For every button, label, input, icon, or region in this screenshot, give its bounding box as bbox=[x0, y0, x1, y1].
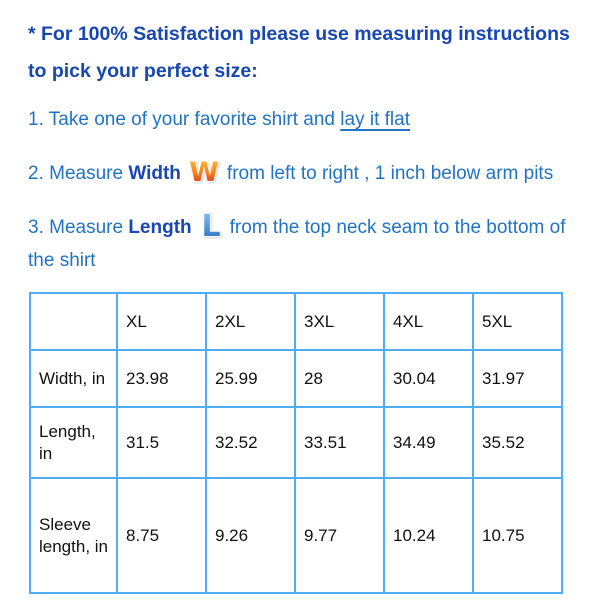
width-bold-label: Width bbox=[128, 163, 181, 184]
step-1-text: 1. Take one of your favorite shirt and bbox=[28, 109, 341, 130]
table-cell: 10.24 bbox=[384, 478, 473, 593]
table-row-width bbox=[30, 350, 562, 407]
table-cell: 8.75 bbox=[117, 478, 206, 593]
table-cell: 30.04 bbox=[384, 350, 473, 407]
length-bold-label: Length bbox=[128, 217, 192, 238]
satisfaction-heading bbox=[28, 16, 586, 90]
instruction-step-1 bbox=[28, 103, 586, 136]
lay-it-flat-underlined-text: lay it flat bbox=[340, 109, 410, 130]
table-cell: 9.26 bbox=[206, 478, 295, 593]
table-header-4xl: 4XL bbox=[384, 293, 473, 350]
table-cell: 31.97 bbox=[473, 350, 562, 407]
table-cell: 32.52 bbox=[206, 407, 295, 478]
table-cell: 23.98 bbox=[117, 350, 206, 407]
table-row-sleeve-length bbox=[30, 478, 562, 593]
heading-line-1: * For 100% Satisfaction please use measuring instructions bbox=[28, 23, 570, 45]
size-table-header-row bbox=[30, 293, 562, 350]
step-3-text: 3. Measure bbox=[28, 217, 129, 238]
w-letter-glyph: W bbox=[189, 157, 219, 188]
l-letter-icon bbox=[199, 205, 223, 243]
row-label-length: Length, in bbox=[30, 407, 117, 478]
table-header-2xl: 2XL bbox=[206, 293, 295, 350]
instruction-step-2 bbox=[28, 151, 586, 190]
table-cell: 9.77 bbox=[295, 478, 384, 593]
size-table bbox=[29, 292, 563, 594]
table-cell: 33.51 bbox=[295, 407, 384, 478]
table-header-3xl: 3XL bbox=[295, 293, 384, 350]
instruction-step-3 bbox=[28, 205, 586, 277]
w-letter-icon bbox=[188, 151, 220, 189]
step-3-text-after-icon: from the top neck seam to the bottom of the shirt bbox=[28, 217, 566, 271]
table-header-5xl: 5XL bbox=[473, 293, 562, 350]
row-label-width: Width, in bbox=[30, 350, 117, 407]
table-cell: 10.75 bbox=[473, 478, 562, 593]
table-cell: 25.99 bbox=[206, 350, 295, 407]
table-cell: 28 bbox=[295, 350, 384, 407]
row-label-sleeve-length: Sleeve length, in bbox=[30, 478, 117, 593]
table-cell: 34.49 bbox=[384, 407, 473, 478]
step-2-text: 2. Measure bbox=[28, 163, 129, 184]
table-row-length bbox=[30, 407, 562, 478]
l-letter-glyph: L bbox=[201, 209, 221, 243]
step-2-text-after-icon: from left to right , 1 inch below arm pits bbox=[226, 163, 554, 184]
table-cell: 35.52 bbox=[473, 407, 562, 478]
table-cell: 31.5 bbox=[117, 407, 206, 478]
table-corner-cell bbox=[30, 293, 117, 350]
heading-line-2: to pick your perfect size: bbox=[28, 60, 258, 82]
table-header-xl: XL bbox=[117, 293, 206, 350]
